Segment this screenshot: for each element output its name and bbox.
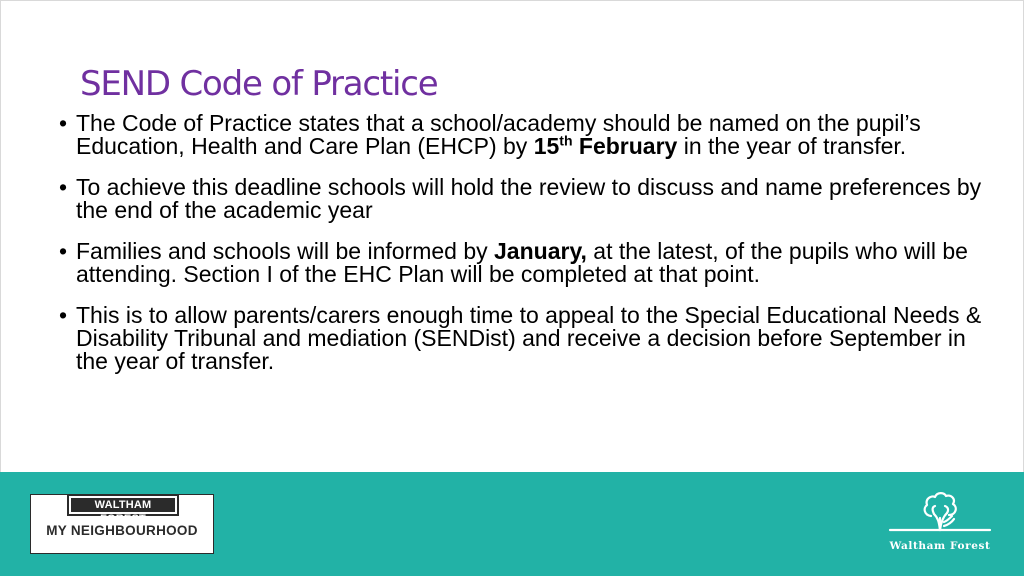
bullet-text-segment: To achieve this deadline schools will hold the review to discuss and name preferences by the end of the academic year bbox=[76, 174, 982, 223]
logo-top-text: WALTHAM FOREST bbox=[71, 498, 175, 512]
bullet-text-segment: The Code of Practice states that a school/academy should be named on the pupil’s Education, Health and Care Plan (EHCP) by bbox=[76, 110, 921, 159]
waltham-forest-logo-text: Waltham Forest bbox=[889, 540, 991, 552]
bullet-item bbox=[56, 112, 996, 158]
logo-top-box bbox=[67, 494, 179, 525]
bullet-text-segment: January, bbox=[494, 238, 587, 264]
bullet-dot: • bbox=[58, 110, 68, 136]
bullet-list bbox=[56, 112, 996, 391]
oak-tree-icon bbox=[882, 488, 998, 540]
bullet-text-segment: This is to allow parents/carers enough time to appeal to the Special Educational Needs & Disability Tribunal and mediation (SENDist) and receive a decision before September in the year of transfer. bbox=[76, 302, 982, 374]
bullet-dot: • bbox=[58, 174, 68, 200]
bullet-text-segment: in the year of transfer. bbox=[677, 133, 907, 159]
bullet-item bbox=[56, 176, 996, 222]
bullet-text-segment: 15 bbox=[533, 133, 560, 159]
bullet-item bbox=[56, 240, 996, 286]
slide-title: SEND Code of Practice bbox=[80, 64, 438, 104]
bullet-text-segment: at the latest, of the pupils who will be attending. Section I of the EHC Plan will be completed at that point. bbox=[76, 238, 968, 287]
logo-bottom-text: MY NEIGHBOURHOOD bbox=[46, 523, 198, 538]
bullet-text-segment: th bbox=[559, 132, 573, 149]
bullet-text-segment: Families and schools will be informed by bbox=[76, 238, 495, 264]
bullet-item bbox=[56, 304, 996, 373]
my-neighbourhood-logo bbox=[30, 494, 214, 554]
waltham-forest-logo bbox=[882, 488, 998, 558]
bullet-dot: • bbox=[58, 238, 68, 264]
bullet-text-segment: February bbox=[572, 133, 678, 159]
bullet-dot: • bbox=[58, 302, 68, 328]
